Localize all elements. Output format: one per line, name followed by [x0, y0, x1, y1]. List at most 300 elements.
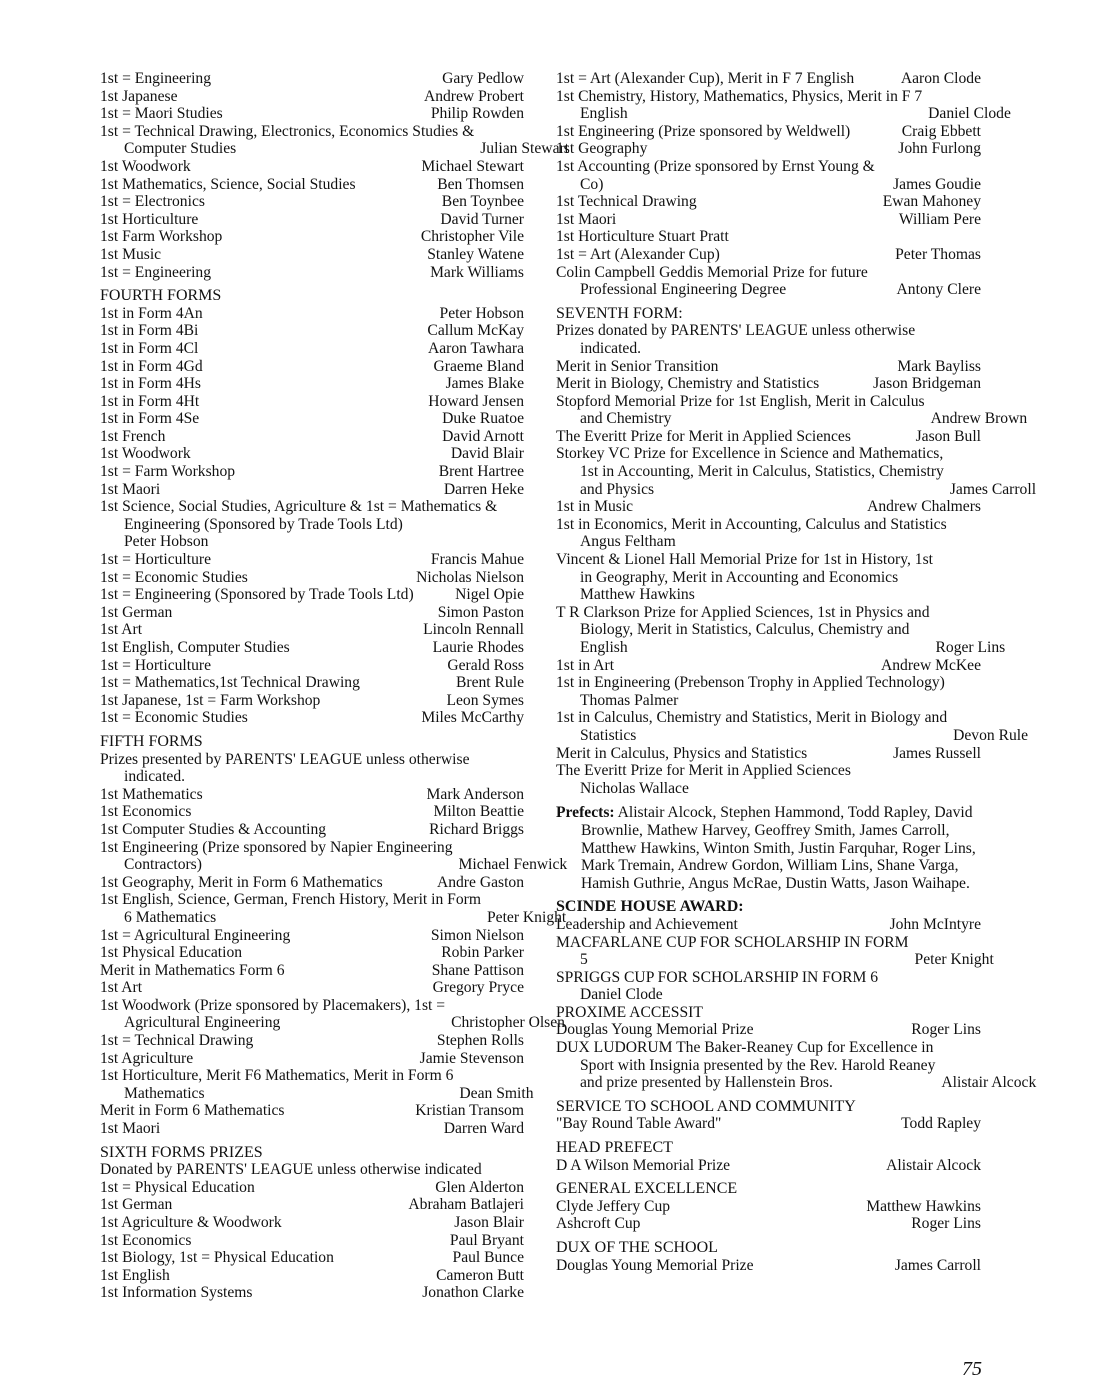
prize-entry: [100, 481, 524, 499]
section-heading: FIFTH FORMS: [100, 732, 203, 750]
prize-description: [100, 105, 425, 123]
prize-description: [556, 193, 877, 211]
prize-line: Computer Studies: [124, 140, 237, 158]
winner-name: Lincoln Rennall: [423, 621, 524, 639]
prize-line: Clyde Jeffery Cup: [556, 1197, 671, 1215]
prize-line: 1st Biology, 1st = Physical Education: [100, 1249, 334, 1267]
prize-line: 1st = Economic Studies: [100, 709, 248, 727]
winner-name: Darren Ward: [443, 1120, 524, 1138]
prize-description: [100, 305, 434, 323]
prize-description: [100, 657, 441, 675]
winner-name: Peter Thomas: [895, 245, 981, 263]
prize-description: [556, 70, 895, 88]
prize-entry: [100, 621, 524, 639]
prize-description: [556, 445, 944, 498]
prize-line: 1st Economics: [100, 803, 192, 821]
winner-name: Simon Paston: [437, 603, 524, 621]
prize-description: [556, 393, 925, 428]
prize-line: 1st in Accounting, Merit in Calculus, Statistics, Chemistry: [580, 463, 944, 481]
prize-line: Nicholas Wallace: [580, 779, 689, 797]
prize-description: [100, 891, 481, 926]
section-heading: FOURTH FORMS: [100, 287, 222, 305]
prize-entry: [100, 674, 524, 692]
prize-description: [100, 176, 431, 194]
prize-entry: [100, 657, 524, 675]
prize-line: 1st Farm Workshop: [100, 228, 223, 246]
prize-line: 1st Engineering (Prize sponsored by Napier Engineering: [100, 838, 453, 856]
prize-description: [100, 586, 449, 604]
prize-line: 1st Geography: [556, 140, 648, 158]
prize-description: [100, 1267, 430, 1285]
winner-name: Jamie Stevenson: [419, 1049, 524, 1067]
page-number: 75: [962, 1358, 982, 1380]
winner-name: Philip Rowden: [430, 105, 524, 123]
section-heading: SIXTH FORMS PRIZES: [100, 1143, 263, 1161]
winner-name: Jason Blair: [454, 1214, 524, 1231]
prize-entry: [556, 392, 1028, 428]
prize-line: Contractors): [124, 856, 202, 874]
prize-entry: [100, 821, 524, 839]
prize-line: 1st in Engineering (Prebenson Trophy in Applied Technology): [556, 674, 945, 692]
prize-description: [100, 375, 440, 393]
prize-entry: [556, 123, 981, 141]
prize-entry: [100, 375, 524, 393]
winner-name: Craig Ebbett: [901, 122, 981, 140]
prize-description: [556, 916, 884, 934]
prize-line: Mathematics: [124, 1084, 205, 1102]
section-heading: SCINDE HOUSE AWARD:: [556, 898, 744, 916]
winner-name: Roger Lins: [911, 1215, 981, 1233]
prize-entry: [100, 1067, 534, 1102]
prize-entry: [100, 393, 524, 411]
prize-line: Agricultural Engineering: [124, 1014, 281, 1032]
prize-description: [556, 140, 892, 158]
prize-line: 1st Art: [100, 621, 143, 639]
prize-line: 1st Maori: [100, 480, 161, 498]
prize-description: [100, 639, 427, 657]
winner-name: Laurie Rhodes: [432, 639, 524, 656]
prize-description: [100, 1196, 402, 1214]
prize-description: [100, 340, 422, 358]
prize-line: 1st Mathematics, Science, Social Studies: [100, 175, 356, 193]
prize-description: [556, 264, 891, 299]
winner-name: Brent Hartree: [438, 463, 524, 481]
prize-description: [100, 211, 434, 229]
prize-description: [100, 322, 421, 340]
prize-entry: [100, 322, 524, 340]
winner-name: Mark Williams: [430, 263, 524, 281]
prize-line: 1st Agriculture: [100, 1049, 194, 1067]
prize-description: [100, 1179, 429, 1197]
prize-description: [100, 445, 445, 463]
prize-description: [556, 516, 981, 551]
prize-entry: [100, 604, 524, 622]
prize-line: 6 Mathematics: [124, 908, 217, 926]
prize-description: [556, 88, 922, 123]
winner-name: John Furlong: [898, 140, 981, 158]
winner-name: Ben Toynbee: [441, 193, 524, 211]
prize-entry: [556, 1198, 981, 1216]
prize-line: Statistics: [580, 726, 637, 744]
prize-line: 1st Art: [100, 979, 143, 997]
prize-line: English: [580, 639, 628, 656]
prize-line: Professional Engineering Degree: [580, 281, 787, 299]
prize-line: 1st in Form 4Cl: [100, 339, 199, 357]
prize-entry: [556, 933, 994, 969]
prize-line: "Bay Round Table Award": [556, 1115, 722, 1133]
prize-entry: [100, 176, 524, 194]
prize-line: Co): [580, 175, 604, 193]
winner-name: Stephen Rolls: [436, 1032, 524, 1050]
prize-line: in Geography, Merit in Accounting and Economics: [580, 568, 899, 586]
prize-line: 1st = Maori Studies: [100, 105, 223, 123]
winner-name: James Russell: [893, 744, 981, 762]
prize-entry: [556, 228, 981, 246]
winner-name: Kristian Transom: [415, 1102, 524, 1120]
prize-description: [100, 1284, 416, 1302]
winner-name: Ben Thomsen: [437, 175, 524, 193]
prize-description: [100, 428, 436, 446]
prize-line: 1st = Electronics: [100, 193, 205, 211]
prize-description: [556, 428, 910, 446]
prize-entry: [100, 1284, 524, 1302]
prize-entry: [100, 88, 524, 106]
winner-name: Duke Ruatoe: [442, 410, 524, 428]
prize-line: D A Wilson Memorial Prize: [556, 1156, 731, 1174]
prize-entry: [100, 639, 524, 657]
winner-name: Alistair Alcock: [941, 1074, 1037, 1092]
prize-entry: [100, 1249, 524, 1267]
prize-line: Merit in Form 6 Mathematics: [100, 1102, 285, 1120]
prize-description: [556, 123, 896, 141]
prize-entry: [100, 105, 524, 123]
prize-entry: [556, 969, 981, 1004]
prize-line: 1st Maori: [100, 1120, 161, 1138]
prize-description: [100, 393, 422, 411]
winner-name: Andre Gaston: [436, 873, 524, 891]
winner-name: Andrew Probert: [423, 87, 524, 105]
prize-line: 1st Physical Education: [100, 944, 243, 962]
winner-name: Christopher Vile: [420, 228, 524, 246]
prize-entry: [100, 340, 524, 358]
winner-name: Abraham Batlajeri: [408, 1196, 524, 1214]
winner-name: Alistair Alcock: [886, 1156, 981, 1174]
prize-line: English: [580, 105, 628, 123]
prize-entry: [100, 569, 524, 587]
prize-entry: [556, 70, 981, 88]
prize-entry: [556, 603, 1006, 657]
prize-description: [100, 1050, 414, 1068]
prize-line: 1st in Form 4Bi: [100, 322, 199, 340]
prize-description: [100, 193, 436, 211]
prize-description: [556, 1039, 935, 1092]
prize-entry: [556, 1257, 981, 1275]
winner-name: James Carroll: [894, 1256, 981, 1274]
prize-entry: [556, 87, 1011, 123]
winner-name: Brent Rule: [456, 674, 524, 692]
prize-line: Merit in Calculus, Physics and Statistics: [556, 744, 808, 762]
prize-line: PROXIME ACCESSIT: [556, 1003, 703, 1021]
prize-description: [100, 246, 421, 264]
prize-description: [100, 1120, 438, 1138]
prize-entry: [100, 786, 524, 804]
prize-entry: [556, 916, 981, 934]
prize-description: [100, 551, 425, 569]
prize-entry: [100, 751, 524, 786]
prize-line: 1st Woodwork (Prize sponsored by Placemakers), 1st =: [100, 996, 446, 1014]
section-heading: GENERAL EXCELLENCE: [556, 1180, 738, 1198]
prize-entry: [100, 1196, 524, 1214]
winner-name: Howard Jensen: [428, 392, 524, 410]
prize-line: 1st = Technical Drawing, Electronics, Economics Studies &: [100, 122, 475, 140]
prize-description: [556, 551, 981, 604]
prize-line: Prizes donated by PARENTS' LEAGUE unless otherwise: [556, 322, 916, 340]
prize-description: [556, 604, 930, 657]
prize-line: Daniel Clode: [580, 986, 663, 1004]
prize-line: 1st Technical Drawing: [556, 193, 697, 211]
prize-description: [100, 264, 424, 282]
prize-entry: [100, 193, 524, 211]
winner-name: Shane Pattison: [431, 961, 524, 979]
prize-line: and prize presented by Hallenstein Bros.: [580, 1074, 833, 1092]
winner-name: Aaron Tawhara: [427, 339, 524, 357]
section-heading: HEAD PREFECT: [556, 1139, 673, 1157]
prize-entry: [100, 498, 524, 551]
winner-name: John McIntyre: [889, 915, 981, 933]
prize-description: [100, 821, 423, 839]
prize-entry: [556, 358, 981, 376]
prize-line: Douglas Young Memorial Prize: [556, 1021, 754, 1039]
prize-line: 1st Woodwork: [100, 157, 191, 175]
prize-description: [100, 1249, 447, 1267]
prize-description: [556, 709, 947, 744]
winner-name: Paul Bryant: [449, 1231, 524, 1249]
prize-entry: [100, 962, 524, 980]
prize-line: 1st Music: [100, 245, 162, 263]
prize-line: 1st = Engineering (Sponsored by Trade Tools Ltd): [100, 586, 414, 604]
prize-line: 1st Economics: [100, 1231, 192, 1249]
winner-name: David Turner: [440, 210, 524, 228]
prize-line: Angus Feltham: [580, 533, 676, 551]
prize-line: Matthew Hawkins: [580, 586, 695, 604]
prize-line: Peter Hobson: [124, 533, 209, 551]
prize-entry: [556, 498, 981, 516]
prize-description: [556, 211, 893, 229]
prize-description: [100, 569, 410, 587]
prize-entry: [556, 445, 1037, 498]
prize-line: 1st = Engineering: [100, 70, 211, 87]
prize-line: 1st Mathematics: [100, 785, 203, 803]
prize-line: 1st Japanese: [100, 87, 178, 105]
prize-line: 1st Agriculture & Woodwork: [100, 1214, 282, 1231]
prize-line: 1st = Art (Alexander Cup): [556, 245, 720, 263]
winner-name: Roger Lins: [911, 1021, 981, 1039]
prize-line: 1st German: [100, 1196, 173, 1214]
prize-entry: [100, 1120, 524, 1138]
prize-line: 1st = Economic Studies: [100, 568, 248, 586]
prize-line: T R Clarkson Prize for Applied Sciences, 1st in Physics and: [556, 603, 930, 621]
prize-line: 1st German: [100, 603, 173, 621]
prize-line: Leadership and Achievement: [556, 915, 738, 933]
prize-description: [100, 979, 427, 997]
winner-name: Aaron Clode: [900, 70, 981, 87]
winner-name: Mark Bayliss: [897, 357, 981, 375]
winner-name: Christopher Olsen: [451, 1014, 565, 1032]
prize-entry: [556, 264, 981, 299]
prize-entry: [100, 1267, 524, 1285]
prize-description: [100, 498, 524, 551]
prize-entry: [556, 322, 981, 357]
prize-description: [100, 874, 431, 892]
prize-line: 1st English: [100, 1266, 170, 1284]
prize-line: 1st English, Science, German, French History, Merit in Form: [100, 891, 481, 909]
winner-name: Andrew Chalmers: [867, 498, 981, 516]
prize-description: [100, 123, 474, 158]
prize-line: 1st Japanese, 1st = Farm Workshop: [100, 691, 321, 709]
winner-name: Francis Mahue: [430, 551, 524, 569]
prize-description: [100, 786, 421, 804]
prize-entry: [556, 1004, 981, 1022]
prize-entry: [556, 657, 981, 675]
prize-entry: [100, 709, 524, 727]
prize-line: DUX LUDORUM The Baker-Reaney Cup for Excellence in: [556, 1039, 934, 1057]
winner-name: Peter Knight: [914, 951, 994, 969]
prize-description: [556, 498, 861, 516]
prize-entry: [100, 246, 524, 264]
prize-entry: [100, 122, 570, 158]
winner-name: Glen Alderton: [435, 1178, 524, 1196]
prize-entry: [556, 211, 981, 229]
section-heading: SERVICE TO SCHOOL AND COMMUNITY: [556, 1097, 856, 1115]
winner-name: Dean Smith: [459, 1084, 534, 1102]
prize-line: 1st Accounting (Prize sponsored by Ernst Young &: [556, 157, 875, 175]
prize-entry: [100, 445, 524, 463]
winner-name: Milton Beattie: [433, 803, 524, 821]
winner-name: Andrew Brown: [930, 410, 1028, 428]
prize-line: Merit in Senior Transition: [556, 357, 719, 375]
prize-description: [100, 358, 428, 376]
prize-entry: [556, 158, 981, 193]
winner-name: Miles McCarthy: [421, 709, 524, 727]
winner-name: William Pere: [898, 210, 981, 228]
winner-name: Michael Stewart: [421, 157, 524, 175]
prize-line: 1st in Form 4Gd: [100, 357, 203, 375]
winner-name: Nicholas Nielson: [416, 568, 524, 586]
winner-name: Michael Fenwick: [458, 856, 568, 874]
winner-name: Daniel Clode: [928, 105, 1011, 123]
winner-name: Leon Symes: [446, 691, 524, 709]
winner-name: Callum McKay: [427, 322, 524, 340]
winner-name: David Blair: [450, 445, 524, 463]
prize-description: [100, 674, 450, 692]
winner-name: James Goudie: [893, 175, 981, 193]
prize-entry: [100, 927, 524, 945]
prize-entry: [100, 1232, 524, 1250]
prize-line: 1st French: [100, 427, 166, 445]
prize-line: 1st = Technical Drawing: [100, 1032, 254, 1050]
winner-name: Paul Bunce: [452, 1249, 524, 1267]
winner-name: Devon Rule: [953, 726, 1029, 744]
prize-description: [100, 621, 417, 639]
prize-line: 1st in Form 4Hs: [100, 375, 201, 393]
prize-line: indicated.: [580, 339, 642, 357]
winner-name: Jason Bull: [915, 427, 981, 445]
prize-description: [556, 657, 875, 675]
prize-line: 1st English, Computer Studies: [100, 639, 290, 656]
prize-description: [556, 1115, 895, 1133]
prize-description: [556, 246, 889, 264]
prize-line: Engineering (Sponsored by Trade Tools Ltd): [124, 515, 403, 533]
prize-line: 1st Science, Social Studies, Agriculture & 1st = Mathematics &: [100, 498, 498, 516]
prize-line: Thomas Palmer: [580, 691, 679, 709]
prize-line: Stopford Memorial Prize for 1st English, Merit in Calculus: [556, 392, 925, 410]
prize-description: [100, 839, 453, 874]
prize-entry: [100, 428, 524, 446]
prize-line: 1st = Mathematics,1st Technical Drawing: [100, 674, 360, 692]
winner-name: Jason Bridgeman: [873, 375, 981, 393]
prize-entry: [100, 891, 567, 926]
prize-description: [556, 1198, 860, 1216]
prize-entry: [100, 463, 524, 481]
winner-name: David Arnott: [442, 427, 524, 445]
prize-line: 1st in Form 4Ht: [100, 392, 200, 410]
prize-line: Sport with Insignia presented by the Rev. Harold Reaney: [580, 1056, 936, 1074]
prize-line: 1st Computer Studies & Accounting: [100, 820, 327, 838]
winner-name: Andrew McKee: [880, 656, 981, 674]
prize-entry: [100, 944, 524, 962]
prize-description: [100, 1232, 444, 1250]
winner-name: James Carroll: [949, 480, 1037, 498]
prize-entry: [100, 1214, 524, 1232]
winner-name: Peter Knight: [486, 908, 567, 926]
prize-description: [556, 762, 981, 797]
prize-line: MACFARLANE CUP FOR SCHOLARSHIP IN FORM: [556, 933, 909, 951]
winner-name: Cameron Butt: [436, 1266, 524, 1284]
prize-entry: [100, 410, 524, 428]
prize-description: [100, 463, 433, 481]
prize-entry: [100, 803, 524, 821]
prize-description: [556, 158, 887, 193]
prize-entry: [100, 228, 524, 246]
prize-entry: [556, 375, 981, 393]
prize-line: The Everitt Prize for Merit in Applied Sciences: [556, 427, 851, 445]
prize-line: 1st Engineering (Prize sponsored by Weldwell): [556, 122, 851, 140]
prize-line: 1st in Form 4An: [100, 304, 203, 322]
prize-line: 1st in Art: [556, 656, 615, 674]
prize-description: [556, 745, 887, 763]
prize-line: Colin Campbell Geddis Memorial Prize for future: [556, 263, 868, 281]
prize-entry: [100, 586, 524, 604]
prize-description: [100, 158, 415, 176]
winner-name: Mark Anderson: [426, 785, 524, 803]
prize-line: Storkey VC Prize for Excellence in Science and Mathematics,: [556, 445, 944, 463]
winner-name: Simon Nielson: [430, 926, 524, 944]
prize-description: [100, 1067, 453, 1102]
prize-line: 1st Geography, Merit in Form 6 Mathematics: [100, 873, 383, 891]
prize-description: [556, 1257, 889, 1275]
prize-description: [556, 1157, 880, 1175]
winner-name: Jonathon Clarke: [422, 1284, 524, 1302]
winner-name: Roger Lins: [935, 639, 1006, 656]
prize-line: Biology, Merit in Statistics, Calculus, Chemistry and: [580, 621, 910, 639]
prize-entry: [100, 692, 524, 710]
left-column: [100, 70, 570, 1302]
prize-entry: [100, 211, 524, 229]
prize-line: 1st in Calculus, Chemistry and Statistics, Merit in Biology and: [556, 709, 948, 727]
prize-entry: [100, 1179, 524, 1197]
prize-description: [100, 70, 436, 88]
prize-entry: [556, 709, 1029, 744]
